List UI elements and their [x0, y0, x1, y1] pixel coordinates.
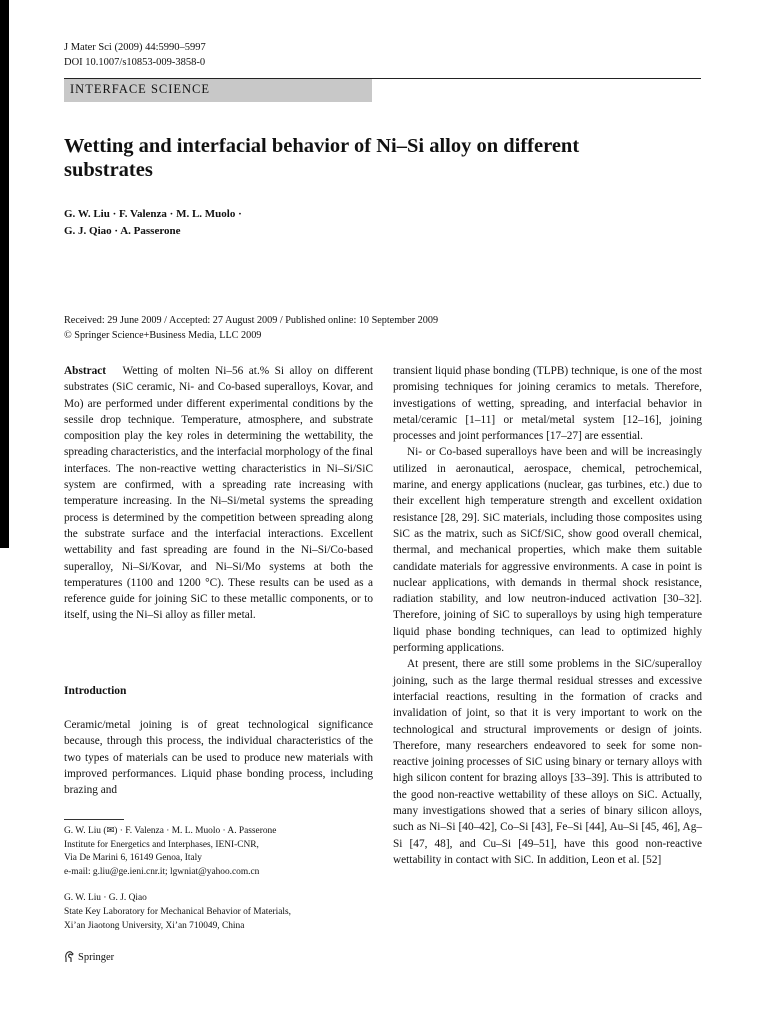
section-banner	[64, 79, 372, 102]
journal-header	[64, 40, 206, 70]
abstract	[64, 363, 373, 624]
paragraph-1: transient liquid phase bonding (TLPB) technique, is one of the most promising techniques for joining ceramics to metals. Therefore, investigations of wetting, spreading, and interfacial behavior in metal/ceramic [1–11] or metal/metal system [12–16], joining processes and joint performances [17–27] are essential.	[393, 365, 702, 443]
abstract-text: Wetting of molten Ni–56 at.% Si alloy on different substrates (SiC ceramic, Ni- and Co-based superalloys, Kovar, and Mo) are performed under different experimental conditions by the sessile drop technique. Temperature, atmosphere, and substrate composition play the key roles in determining the wettability, the spreading characteristics, and the interfacial morphology of the final interfaces. The non-reactive wetting characteristics in Ni–Si/SiC system are confirmed, with a spreading rate increasing with temperature increasing. In the Ni–Si/metal systems the spreading process is determined by the competition between spreading along the substrate surface and the interfacial interactions. Excellent wettability and fast spreading are found in the Ni–Si/Co-based superalloy, Ni–Si/Kovar, and Ni–Si/Mo systems at both the temperatures (1100 and 1200 °C). These results can be used as a reference guide for joining SiC to these metallic components, or to itself, using the Ni–Si alloy as filler metal.	[64, 365, 374, 622]
authors-line-1: G. W. Liu · F. Valenza · M. L. Muolo ·	[64, 208, 242, 220]
abstract-label: Abstract	[64, 365, 107, 377]
publisher-name: Springer	[78, 951, 115, 963]
paper-title: Wetting and interfacial behavior of Ni–Si alloy on different substrates	[64, 135, 580, 181]
body-column-2	[393, 363, 702, 868]
introduction-paragraph: Ceramic/metal joining is of great technological significance because, through this process, the individual characteristics of the two types of materials can be used to produce new materials with improved performances. Liquid phase bonding process, including brazing and	[64, 719, 373, 797]
springer-horse-icon	[64, 951, 75, 963]
journal-citation: J Mater Sci (2009) 44:5990–5997	[64, 42, 206, 53]
publisher-mark	[64, 951, 114, 963]
authors-line-2: G. J. Qiao · A. Passerone	[64, 225, 181, 237]
copyright: © Springer Science+Business Media, LLC 2009	[64, 329, 262, 341]
author-affiliations	[64, 825, 374, 933]
affiliation-1-institute: Institute for Energetics and Interphases, IENI-CNR,	[64, 839, 259, 850]
author-list	[64, 206, 242, 240]
affiliation-1-authors: G. W. Liu (✉) · F. Valenza · M. L. Muolo · A. Passerone	[64, 826, 277, 836]
doi[interactable]: DOI 10.1007/s10853-009-3858-0	[64, 57, 206, 68]
affiliation-2-authors: G. W. Liu · G. J. Qiao	[64, 893, 147, 904]
paragraph-2: Ni- or Co-based superalloys have been and will be increasingly utilized in aeronautical, aerospace, chemical, petrochemical, marine, and energy applications (nuclear, gas turbines, etc.) due to their excellent high temperature strength and excellent oxidation resistance [28, 29]. SiC materials, including those composites using SiC as the matrix, such as SiCf/SiC, show good overall chemical, thermal, and mechanical properties, which make them suitable candidate materials for aggressive environments. A case in point is nuclear applications, with demands in thermal shock resistance, radiation stability, and low neutron-induced activation [30–32]. Therefore, joining of SiC to superalloys by using high temperature liquid phase bonding techniques, can lead to optimized highly performing applications.	[393, 446, 702, 655]
introduction-text	[64, 717, 373, 798]
affiliation-2-address: Xi’an Jiaotong University, Xi’an 710049, China	[64, 920, 245, 931]
introduction-heading: Introduction	[64, 685, 127, 697]
affiliation-2-institute: State Key Laboratory for Mechanical Behavior of Materials,	[64, 906, 291, 917]
page-edge-bar	[0, 0, 9, 548]
affiliation-1-email[interactable]: e-mail: g.liu@ge.ieni.cnr.it; lgwniat@yahoo.com.cn	[64, 866, 260, 877]
paragraph-3: At present, there are still some problems in the SiC/superalloy joining, such as the large thermal residual stresses and excessive interfacial reactions, resulting in the formation of cracks and invalidation of joint, so that it is very important to work on the technological and structural improvements or design of joints. Therefore, many researchers endeavored to seek for some non-reactive joining processes of SiC using binary or ternary alloys with high silicon content for brazing alloys [33–39]. This is attributed to the good non-reactive wettability of these alloys on SiC. Actually, many investigations showed that a series of binary silicon alloys, such as Ni–Si [40–42], Co–Si [43], Fe–Si [44], Au–Si [45, 46], Ag–Si [47, 48], and Cu–Si [49–51], have this good non-reactive wettability in contact with SiC. In addition, Leon et al. [52]	[393, 658, 702, 866]
footnote-rule	[64, 819, 124, 820]
section-label: INTERFACE SCIENCE	[70, 82, 211, 96]
received-dates: Received: 29 June 2009 / Accepted: 27 August 2009 / Published online: 10 September 2009	[64, 315, 439, 326]
affiliation-1-address: Via De Marini 6, 16149 Genoa, Italy	[64, 853, 202, 864]
publication-dates	[64, 314, 438, 343]
